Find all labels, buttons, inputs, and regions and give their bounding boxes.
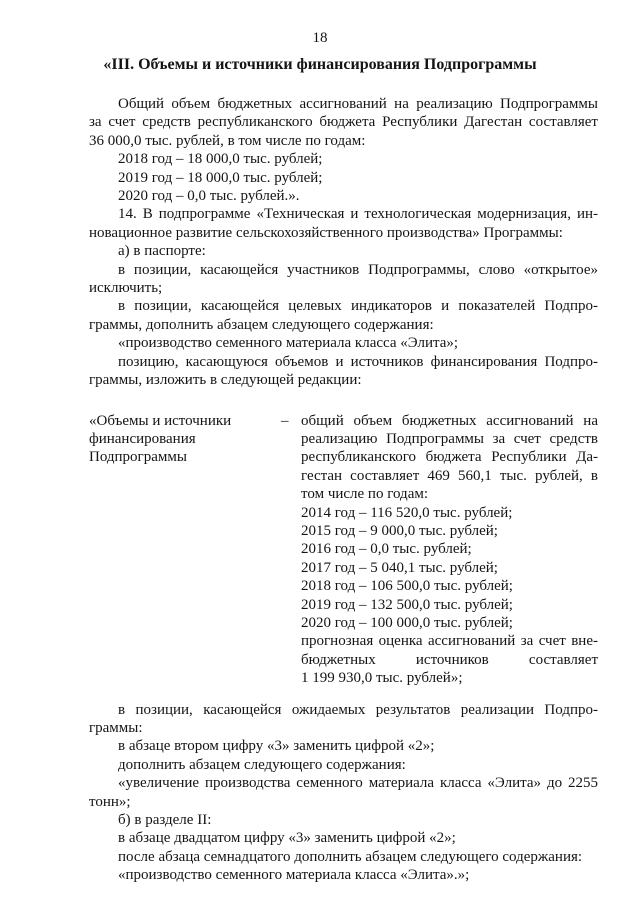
document-body <box>89 95 598 885</box>
year-line: 2016 год – 0,0 тыс. рублей; <box>301 541 472 558</box>
section-title: «III. Объемы и источники финансирования Подпрограммы <box>103 56 537 73</box>
paragraph: 36 000,0 тыс. рублей, в том числе по годам: <box>89 132 366 149</box>
table-text: прогнозная оценка ассигнований за счет вне- <box>301 633 598 650</box>
paragraph: в абзаце втором цифру «3» заменить цифрой «2»; <box>118 738 435 755</box>
table-text: том числе по годам: <box>301 486 429 503</box>
paragraph: исключить; <box>89 280 163 297</box>
paragraph: граммы, изложить в следующей редакции: <box>89 372 362 389</box>
paragraph: тонн»; <box>89 793 131 810</box>
year-line: 2018 год – 106 500,0 тыс. рублей; <box>301 578 513 595</box>
year-line: 2018 год – 18 000,0 тыс. рублей; <box>118 151 323 168</box>
paragraph: 14. В подпрограмме «Техническая и технологическая модернизация, ин- <box>118 206 598 223</box>
paragraph: в позиции, касающейся целевых индикаторов и показателей Подпро- <box>118 298 598 315</box>
paragraph: б) в разделе II: <box>118 812 212 829</box>
year-line: 2019 год – 132 500,0 тыс. рублей; <box>301 596 513 613</box>
paragraph: за счет средств республиканского бюджета Республики Дагестан составляет <box>89 114 598 131</box>
paragraph: Общий объем бюджетных ассигнований на реализацию Подпрограммы <box>118 96 598 112</box>
paragraph: дополнить абзацем следующего содержания: <box>118 756 406 773</box>
year-line: 2015 год – 9 000,0 тыс. рублей; <box>301 522 498 539</box>
year-line: 2020 год – 100 000,0 тыс. рублей; <box>301 614 513 631</box>
paragraph: «производство семенного материала класса «Элита».»; <box>118 867 470 884</box>
table-text: гестан составляет 469 560,1 тыс. рублей, в <box>301 467 598 484</box>
year-line: 2014 год – 116 520,0 тыс. рублей; <box>301 504 513 521</box>
paragraph: «производство семенного материала класса «Элита»; <box>118 335 459 352</box>
paragraph: позицию, касающуюся объемов и источников финансирования Подпро- <box>118 353 598 370</box>
paragraph: граммы: <box>89 720 143 736</box>
table-text: общий объем бюджетных ассигнований на <box>301 412 598 429</box>
passport-table <box>89 412 598 688</box>
table-text: 1 199 930,0 тыс. рублей»; <box>301 670 463 687</box>
table-right-cell <box>301 412 598 688</box>
paragraph: после абзаца семнадцатого дополнить абзацем следующего содержания: <box>118 848 583 865</box>
table-label: «Объемы и источники <box>89 412 232 429</box>
year-line: 2020 год – 0,0 тыс. рублей.». <box>118 188 300 205</box>
paragraph: в абзаце двадцатом цифру «3» заменить цифрой «2»; <box>118 830 456 847</box>
table-text: реализацию Подпрограммы за счет средств <box>301 430 598 447</box>
table-text: бюджетных источников составляет <box>301 651 598 668</box>
year-line: 2019 год – 18 000,0 тыс. рублей; <box>118 169 323 186</box>
table-label: Подпрограммы <box>89 449 187 466</box>
page-number: 18 <box>312 30 328 46</box>
table-dash: – <box>281 412 289 429</box>
paragraph: «увеличение производства семенного материала класса «Элита» до 2255 <box>118 775 598 792</box>
paragraph: в позиции, касающейся ожидаемых результатов реализации Подпро- <box>118 701 598 718</box>
paragraph: в позиции, касающейся участников Подпрограммы, слово «открытое» <box>118 261 598 278</box>
paragraph: граммы, дополнить абзацем следующего содержания: <box>89 316 434 333</box>
table-left-cell <box>89 412 281 688</box>
table-text: республиканского бюджета Республики Да- <box>301 449 598 466</box>
paragraph: а) в паспорте: <box>118 243 206 260</box>
table-label: финансирования <box>89 430 196 447</box>
year-line: 2017 год – 5 040,1 тыс. рублей; <box>301 559 498 576</box>
paragraph: новационное развитие сельскохозяйственного производства» Программы: <box>89 224 563 241</box>
